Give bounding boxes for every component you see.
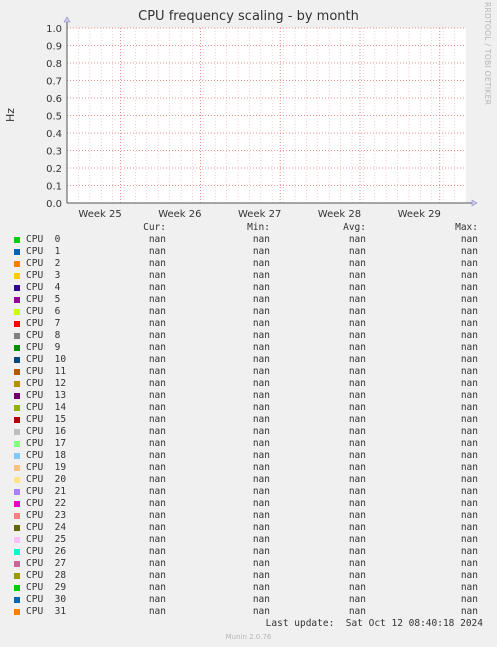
y-axis-arrow xyxy=(64,17,70,22)
x-axis-arrow xyxy=(472,200,477,206)
legend-value-max: nan xyxy=(460,378,478,389)
legend-value-min: nan xyxy=(252,270,270,281)
legend-row xyxy=(0,354,497,366)
legend-row xyxy=(0,546,497,558)
legend-value-cur: nan xyxy=(148,330,166,341)
legend-value-max: nan xyxy=(460,450,478,461)
legend-value-cur: nan xyxy=(148,258,166,269)
legend-value-min: nan xyxy=(252,234,270,245)
legend-cpu-label: CPU 21 xyxy=(26,486,67,497)
legend-value-min: nan xyxy=(252,438,270,449)
legend-value-cur: nan xyxy=(148,366,166,377)
legend-value-cur: nan xyxy=(148,558,166,569)
legend-swatch xyxy=(14,237,20,243)
legend-swatch xyxy=(14,429,20,435)
legend-row xyxy=(0,402,497,414)
header-max: Max: xyxy=(455,222,478,233)
legend-value-avg: nan xyxy=(348,534,366,545)
legend-value-min: nan xyxy=(252,606,270,617)
legend-value-cur: nan xyxy=(148,474,166,485)
legend-swatch xyxy=(14,405,20,411)
legend-value-cur: nan xyxy=(148,450,166,461)
legend-value-max: nan xyxy=(460,438,478,449)
legend-cpu-label: CPU 15 xyxy=(26,414,67,425)
legend-cpu-label: CPU 8 xyxy=(26,330,61,341)
legend-row xyxy=(0,426,497,438)
legend-value-cur: nan xyxy=(148,486,166,497)
legend-value-avg: nan xyxy=(348,282,366,293)
legend-value-max: nan xyxy=(460,606,478,617)
legend-swatch xyxy=(14,501,20,507)
legend-value-avg: nan xyxy=(348,246,366,257)
y-tick-label: 0.0 xyxy=(46,199,62,210)
legend-header xyxy=(0,222,497,234)
legend-cpu-label: CPU 20 xyxy=(26,474,67,485)
y-tick-label: 0.6 xyxy=(46,94,62,105)
legend-swatch xyxy=(14,273,20,279)
legend-value-avg: nan xyxy=(348,606,366,617)
legend-value-avg: nan xyxy=(348,474,366,485)
legend-value-cur: nan xyxy=(148,534,166,545)
legend-value-cur: nan xyxy=(148,462,166,473)
legend-value-max: nan xyxy=(460,258,478,269)
legend-swatch xyxy=(14,285,20,291)
legend-swatch xyxy=(14,381,20,387)
legend-cpu-label: CPU 26 xyxy=(26,546,67,557)
legend-row xyxy=(0,438,497,450)
legend-cpu-label: CPU 2 xyxy=(26,258,61,269)
legend-value-avg: nan xyxy=(348,426,366,437)
legend-cpu-label: CPU 1 xyxy=(26,246,61,257)
legend-value-max: nan xyxy=(460,354,478,365)
legend-swatch xyxy=(14,609,20,615)
legend-value-avg: nan xyxy=(348,558,366,569)
legend-cpu-label: CPU 18 xyxy=(26,450,67,461)
legend-cpu-label: CPU 24 xyxy=(26,522,67,533)
y-tick-label: 0.8 xyxy=(46,59,62,70)
legend-value-max: nan xyxy=(460,330,478,341)
legend-cpu-label: CPU 9 xyxy=(26,342,61,353)
legend-value-min: nan xyxy=(252,450,270,461)
legend-value-cur: nan xyxy=(148,354,166,365)
legend-value-min: nan xyxy=(252,294,270,305)
legend-value-cur: nan xyxy=(148,522,166,533)
legend-value-max: nan xyxy=(460,522,478,533)
legend-value-max: nan xyxy=(460,546,478,557)
legend-value-avg: nan xyxy=(348,486,366,497)
legend-cpu-label: CPU 4 xyxy=(26,282,61,293)
legend-row xyxy=(0,318,497,330)
legend-row xyxy=(0,282,497,294)
legend-value-avg: nan xyxy=(348,594,366,605)
legend-value-cur: nan xyxy=(148,378,166,389)
legend-value-min: nan xyxy=(252,426,270,437)
legend-value-avg: nan xyxy=(348,546,366,557)
header-avg: Avg: xyxy=(343,222,366,233)
legend-value-cur: nan xyxy=(148,546,166,557)
legend-value-min: nan xyxy=(252,306,270,317)
legend-value-max: nan xyxy=(460,318,478,329)
x-tick-label: Week 29 xyxy=(397,209,441,220)
legend-row xyxy=(0,366,497,378)
legend-swatch xyxy=(14,465,20,471)
legend-value-cur: nan xyxy=(148,390,166,401)
legend-swatch xyxy=(14,297,20,303)
legend-value-avg: nan xyxy=(348,378,366,389)
legend-value-max: nan xyxy=(460,486,478,497)
legend-value-max: nan xyxy=(460,594,478,605)
legend-value-max: nan xyxy=(460,342,478,353)
last-update: Last update: Sat Oct 12 08:40:18 2024 xyxy=(265,618,483,629)
legend-value-min: nan xyxy=(252,462,270,473)
legend-row xyxy=(0,558,497,570)
legend-value-min: nan xyxy=(252,510,270,521)
legend-cpu-label: CPU 22 xyxy=(26,498,67,509)
legend-value-min: nan xyxy=(252,330,270,341)
legend-value-max: nan xyxy=(460,498,478,509)
legend-value-min: nan xyxy=(252,582,270,593)
legend-cpu-label: CPU 28 xyxy=(26,570,67,581)
legend-value-cur: nan xyxy=(148,426,166,437)
legend-swatch xyxy=(14,249,20,255)
legend-cpu-label: CPU 25 xyxy=(26,534,67,545)
legend-value-avg: nan xyxy=(348,522,366,533)
legend-swatch xyxy=(14,489,20,495)
legend-row xyxy=(0,258,497,270)
legend-value-avg: nan xyxy=(348,570,366,581)
legend-value-min: nan xyxy=(252,246,270,257)
legend-cpu-label: CPU 31 xyxy=(26,606,67,617)
legend-value-cur: nan xyxy=(148,606,166,617)
legend-value-avg: nan xyxy=(348,270,366,281)
legend-swatch xyxy=(14,333,20,339)
legend-value-min: nan xyxy=(252,366,270,377)
header-cur: Cur: xyxy=(143,222,166,233)
legend-swatch xyxy=(14,585,20,591)
legend-value-min: nan xyxy=(252,318,270,329)
legend-value-avg: nan xyxy=(348,450,366,461)
legend-value-min: nan xyxy=(252,546,270,557)
legend-row xyxy=(0,270,497,282)
chart-title: CPU frequency scaling - by month xyxy=(138,9,359,24)
legend-value-min: nan xyxy=(252,594,270,605)
y-tick-label: 0.5 xyxy=(46,111,62,123)
legend-value-min: nan xyxy=(252,414,270,425)
legend-value-min: nan xyxy=(252,390,270,401)
legend-value-max: nan xyxy=(460,282,478,293)
legend-value-cur: nan xyxy=(148,498,166,509)
legend-value-cur: nan xyxy=(148,438,166,449)
legend-cpu-label: CPU 23 xyxy=(26,510,67,521)
legend-value-cur: nan xyxy=(148,582,166,593)
legend-value-avg: nan xyxy=(348,330,366,341)
legend-row xyxy=(0,522,497,534)
legend-row xyxy=(0,498,497,510)
legend-row xyxy=(0,462,497,474)
legend-row xyxy=(0,534,497,546)
legend-row xyxy=(0,582,497,594)
legend-row xyxy=(0,594,497,606)
legend-cpu-label: CPU 17 xyxy=(26,438,67,449)
legend-value-max: nan xyxy=(460,570,478,581)
legend-swatch xyxy=(14,369,20,375)
legend-row xyxy=(0,390,497,402)
x-tick-label: Week 26 xyxy=(158,209,202,220)
legend-row xyxy=(0,342,497,354)
legend-swatch xyxy=(14,477,20,483)
legend-value-avg: nan xyxy=(348,258,366,269)
legend-cpu-label: CPU 12 xyxy=(26,378,67,389)
legend-value-min: nan xyxy=(252,522,270,533)
y-tick-label: 0.2 xyxy=(46,164,62,175)
legend-value-avg: nan xyxy=(348,510,366,521)
x-tick-label: Week 28 xyxy=(317,209,362,220)
legend-value-avg: nan xyxy=(348,294,366,305)
legend-cpu-label: CPU 14 xyxy=(26,402,67,413)
legend-value-max: nan xyxy=(460,474,478,485)
legend-value-min: nan xyxy=(252,258,270,269)
legend-value-avg: nan xyxy=(348,354,366,365)
legend-value-cur: nan xyxy=(148,402,166,413)
legend-value-max: nan xyxy=(460,462,478,473)
legend-swatch xyxy=(14,453,20,459)
legend-row xyxy=(0,378,497,390)
legend-value-max: nan xyxy=(460,390,478,401)
legend-swatch xyxy=(14,525,20,531)
legend-row xyxy=(0,450,497,462)
legend-value-cur: nan xyxy=(148,594,166,605)
legend-value-cur: nan xyxy=(148,306,166,317)
legend-row xyxy=(0,306,497,318)
legend-cpu-label: CPU 3 xyxy=(26,270,61,281)
legend-value-min: nan xyxy=(252,342,270,353)
legend-row xyxy=(0,510,497,522)
legend-value-min: nan xyxy=(252,474,270,485)
legend-value-min: nan xyxy=(252,558,270,569)
legend-value-avg: nan xyxy=(348,438,366,449)
legend-value-max: nan xyxy=(460,294,478,305)
legend-value-avg: nan xyxy=(348,306,366,317)
legend-value-avg: nan xyxy=(348,462,366,473)
legend-swatch xyxy=(14,549,20,555)
x-tick-label: Week 27 xyxy=(238,209,282,220)
legend-cpu-label: CPU 13 xyxy=(26,390,67,401)
legend-value-max: nan xyxy=(460,402,478,413)
legend-cpu-label: CPU 29 xyxy=(26,582,67,593)
legend-cpu-label: CPU 0 xyxy=(26,234,61,245)
legend-value-avg: nan xyxy=(348,366,366,377)
y-tick-label: 0.7 xyxy=(46,76,62,88)
legend-value-avg: nan xyxy=(348,342,366,353)
legend-cpu-label: CPU 27 xyxy=(26,558,67,569)
legend-swatch xyxy=(14,537,20,543)
legend-value-cur: nan xyxy=(148,294,166,305)
legend-swatch xyxy=(14,417,20,423)
legend-value-max: nan xyxy=(460,366,478,377)
header-min: Min: xyxy=(247,222,270,233)
legend-swatch xyxy=(14,357,20,363)
legend-swatch xyxy=(14,573,20,579)
legend-row xyxy=(0,474,497,486)
legend-value-min: nan xyxy=(252,354,270,365)
legend-value-min: nan xyxy=(252,486,270,497)
legend-value-max: nan xyxy=(460,234,478,245)
y-tick-label: 0.3 xyxy=(46,146,62,158)
legend-value-min: nan xyxy=(252,402,270,413)
legend-value-min: nan xyxy=(252,498,270,509)
x-tick-label: Week 25 xyxy=(78,209,122,220)
legend-cpu-label: CPU 7 xyxy=(26,318,61,329)
legend-swatch xyxy=(14,441,20,447)
legend-value-avg: nan xyxy=(348,402,366,413)
legend-value-cur: nan xyxy=(148,234,166,245)
legend-value-max: nan xyxy=(460,246,478,257)
legend-swatch xyxy=(14,597,20,603)
legend-row xyxy=(0,234,497,246)
y-tick-label: 0.1 xyxy=(46,181,62,193)
legend-row xyxy=(0,486,497,498)
legend-value-max: nan xyxy=(460,414,478,425)
legend-cpu-label: CPU 19 xyxy=(26,462,67,473)
rrdtool-watermark: RRDTOOL / TOBI OETIKER xyxy=(483,2,492,106)
legend-value-cur: nan xyxy=(148,570,166,581)
legend-cpu-label: CPU 30 xyxy=(26,594,67,605)
legend-value-max: nan xyxy=(460,558,478,569)
legend-value-cur: nan xyxy=(148,414,166,425)
legend-value-cur: nan xyxy=(148,270,166,281)
legend-value-min: nan xyxy=(252,378,270,389)
legend-value-avg: nan xyxy=(348,582,366,593)
y-tick-label: 0.9 xyxy=(46,41,62,53)
legend-value-max: nan xyxy=(460,582,478,593)
legend-value-max: nan xyxy=(460,534,478,545)
legend-value-cur: nan xyxy=(148,318,166,329)
legend-value-cur: nan xyxy=(148,246,166,257)
legend-swatch xyxy=(14,393,20,399)
legend-row xyxy=(0,294,497,306)
legend-value-avg: nan xyxy=(348,498,366,509)
munin-version-footer: Munin 2.0.76 xyxy=(225,633,272,641)
legend-cpu-label: CPU 6 xyxy=(26,306,61,317)
legend-value-cur: nan xyxy=(148,342,166,353)
legend-value-min: nan xyxy=(252,534,270,545)
legend-value-max: nan xyxy=(460,270,478,281)
legend-value-avg: nan xyxy=(348,234,366,245)
legend-row xyxy=(0,330,497,342)
legend-value-max: nan xyxy=(460,510,478,521)
legend-cpu-label: CPU 16 xyxy=(26,426,67,437)
legend-value-avg: nan xyxy=(348,390,366,401)
legend-row xyxy=(0,414,497,426)
legend-value-cur: nan xyxy=(148,282,166,293)
y-axis-label: Hz xyxy=(4,108,17,123)
legend-row xyxy=(0,570,497,582)
legend-cpu-label: CPU 11 xyxy=(26,366,67,377)
y-tick-label: 1.0 xyxy=(46,24,62,35)
legend-value-min: nan xyxy=(252,570,270,581)
legend-swatch xyxy=(14,309,20,315)
legend-cpu-label: CPU 5 xyxy=(26,294,61,305)
legend-swatch xyxy=(14,321,20,327)
legend-value-max: nan xyxy=(460,426,478,437)
legend-value-max: nan xyxy=(460,306,478,317)
legend-value-avg: nan xyxy=(348,414,366,425)
legend-cpu-label: CPU 10 xyxy=(26,354,67,365)
legend-value-cur: nan xyxy=(148,510,166,521)
legend-row xyxy=(0,606,497,618)
legend-swatch xyxy=(14,561,20,567)
legend-swatch xyxy=(14,345,20,351)
legend-value-avg: nan xyxy=(348,318,366,329)
legend-value-min: nan xyxy=(252,282,270,293)
legend-swatch xyxy=(14,513,20,519)
legend-swatch xyxy=(14,261,20,267)
chart-plot xyxy=(0,0,497,222)
y-tick-label: 0.4 xyxy=(46,129,62,140)
legend-row xyxy=(0,246,497,258)
